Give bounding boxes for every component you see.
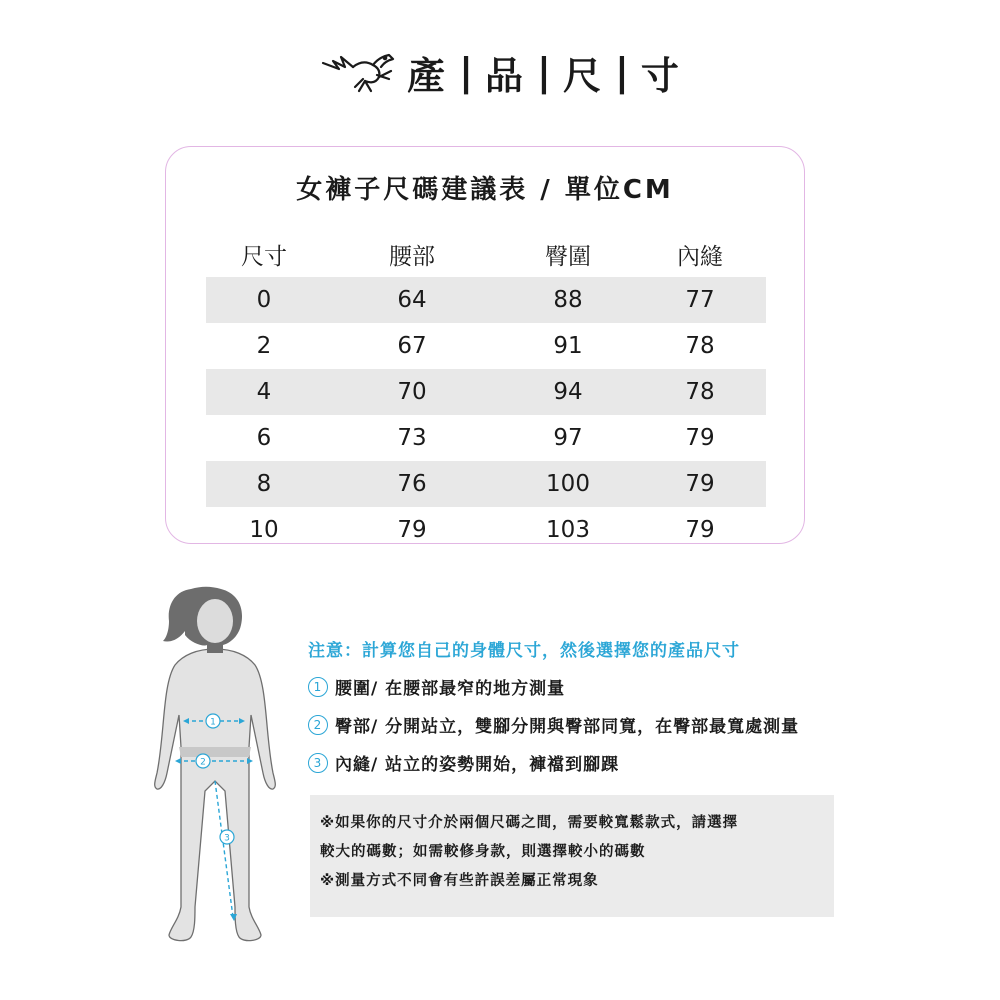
title-char: 品 (485, 53, 526, 98)
remark-line: ※測量方式不同會有些許誤差屬正常現象 (320, 873, 599, 889)
title-divider: | (614, 50, 629, 94)
table-cell: 97 (553, 425, 583, 451)
remark-line: 較大的碼數；如需較修身款，則選擇較小的碼數 (320, 844, 646, 860)
table-cell: 10 (249, 517, 279, 543)
step-number: 3 (308, 753, 328, 773)
step-text: 臀部/ 分開站立，雙腳分開與臀部同寬，在臀部最寬處測量 (335, 717, 800, 737)
table-cell: 6 (256, 425, 272, 451)
table-cell: 77 (685, 287, 715, 313)
size-table (206, 231, 766, 553)
remark-line: ※如果你的尺寸介於兩個尺碼之間，需要較寬鬆款式，請選擇 (320, 815, 739, 831)
title-char: 產 (407, 53, 448, 98)
table-row (206, 415, 766, 461)
table-row (206, 461, 766, 507)
table-cell: 88 (553, 287, 583, 313)
title-divider: | (459, 50, 474, 94)
size-chart-title: 女褲子尺碼建議表 / 單位CM (296, 175, 674, 205)
table-cell: 67 (397, 333, 427, 359)
table-cell: 64 (397, 287, 427, 313)
remarks-box (310, 795, 834, 917)
step-number: 1 (308, 677, 328, 697)
step-inseam (308, 750, 948, 775)
table-header-row (206, 231, 766, 277)
table-cell: 100 (546, 471, 590, 497)
title-divider: | (537, 50, 551, 94)
column-header-hip: 臀圍 (545, 243, 591, 270)
table-row (206, 507, 766, 553)
marker-inseam: 3 (224, 833, 230, 844)
archaeopteryx-logo-icon (319, 49, 397, 95)
table-cell: 78 (685, 333, 715, 359)
notes-title: 注意：計算您自己的身體尺寸，然後選擇您的產品尺寸 (308, 641, 740, 661)
table-cell: 4 (256, 379, 272, 405)
table-row (206, 277, 766, 323)
step-text: 腰圍/ 在腰部最窄的地方測量 (335, 679, 566, 699)
table-cell: 70 (397, 379, 427, 405)
table-cell: 79 (685, 425, 715, 451)
table-cell: 8 (256, 471, 272, 497)
table-cell: 79 (685, 471, 715, 497)
table-cell: 94 (553, 379, 583, 405)
size-chart-card (165, 146, 805, 544)
table-cell: 76 (397, 471, 427, 497)
step-number: 2 (308, 715, 328, 735)
marker-hip: 2 (200, 757, 206, 768)
measurement-notes (308, 636, 948, 775)
title-char: 尺 (562, 53, 603, 98)
step-hip (308, 712, 948, 737)
table-row (206, 369, 766, 415)
table-cell: 2 (256, 333, 272, 359)
table-cell: 103 (546, 517, 590, 543)
step-text: 內縫/ 站立的姿勢開始，褲襠到腳踝 (335, 755, 620, 775)
title-char: 寸 (640, 53, 681, 98)
table-cell: 73 (397, 425, 427, 451)
column-header-size: 尺寸 (241, 243, 287, 270)
measurement-body-figure-icon (145, 585, 285, 955)
page-header (0, 40, 1000, 104)
table-cell: 79 (397, 517, 427, 543)
table-cell: 79 (685, 517, 715, 543)
marker-waist: 1 (210, 717, 216, 728)
table-cell: 0 (256, 287, 272, 313)
column-header-inseam: 內縫 (677, 243, 723, 270)
table-cell: 78 (685, 379, 715, 405)
column-header-waist: 腰部 (389, 243, 435, 270)
table-row (206, 323, 766, 369)
step-waist (308, 674, 948, 699)
table-cell: 91 (553, 333, 583, 359)
